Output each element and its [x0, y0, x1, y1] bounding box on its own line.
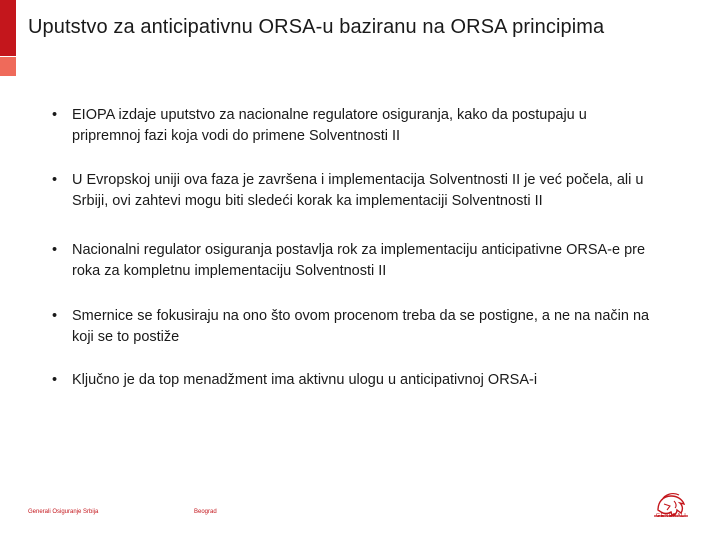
bullet-item	[52, 306, 652, 348]
bullet-dot: •	[52, 242, 58, 258]
bullet-dot: •	[52, 172, 58, 188]
slide-title: Uputstvo za anticipativnu ORSA-u baziranu na ORSA principima	[28, 16, 605, 38]
bullet-dot: •	[52, 107, 58, 123]
bullet-text: EIOPA izdaje uputstvo za nacionalne regulatore osiguranja, kako da postupaju u pripremnoj fazi koja vodi do primene Solventnosti II	[72, 107, 587, 144]
bullet-item	[52, 240, 652, 282]
bullet-dot: •	[52, 308, 58, 324]
bullet-text: Smernice se fokusiraju na ono što ovom procenom treba da se postigne, a ne na način na koji se to postiže	[72, 308, 650, 345]
bullet-text: Ključno je da top menadžment ima aktivnu ulogu u anticipativnoj ORSA-i	[72, 372, 538, 388]
footer-company: Generali Osiguranje Srbija	[28, 509, 99, 515]
bullet-dot: •	[52, 372, 58, 388]
bullet-item	[52, 170, 652, 212]
footer-city: Beograd	[194, 509, 217, 515]
bullet-item	[52, 370, 652, 391]
bullet-text: U Evropskoj uniji ova faza je završena i implementacija Solventnosti II je već počela, ali u Srbiji, ovi zahtevi mogu biti sledeći korak ka implementaciji Solventnosti II	[72, 172, 644, 209]
logo-wordmark: GENERALI	[655, 513, 687, 519]
bullet-text: Nacionalni regulator osiguranja postavlja rok za implementaciju anticipativne ORSA-e pre roka za kompletnu implementaciju Solventnosti II	[72, 242, 646, 279]
bullet-item	[52, 105, 652, 147]
